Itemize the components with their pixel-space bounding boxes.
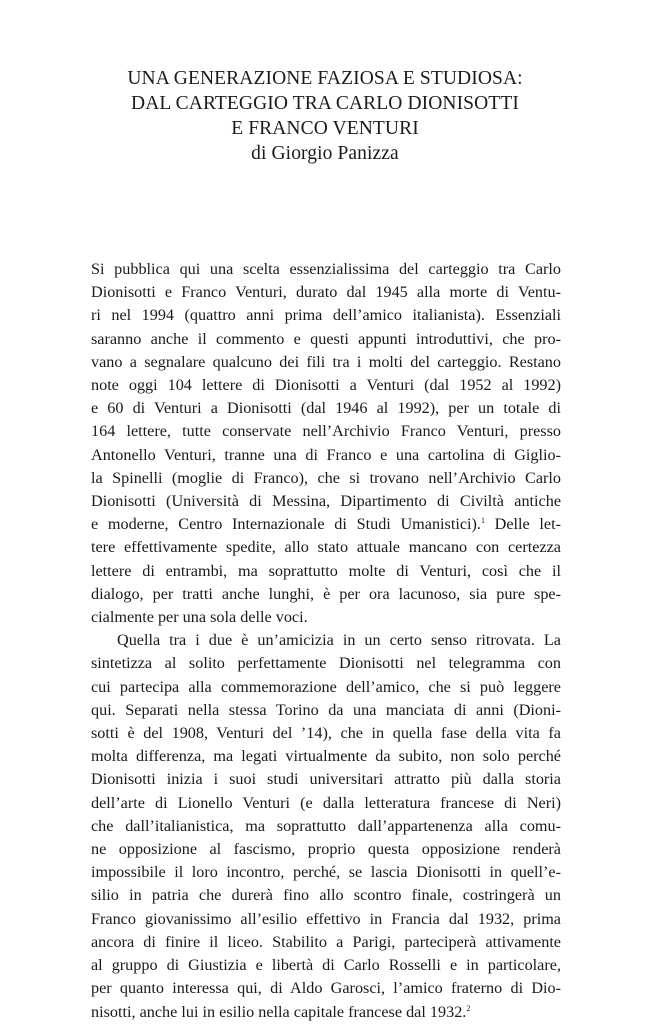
text-line: silio in patria che durerà fino allo scontro finale, costringerà un <box>91 886 561 905</box>
text-line: per quanto interessa qui, di Aldo Garosci, l’amico fraterno di Dio- <box>91 979 561 998</box>
text-line: sintetizza al solito perfettamente Dionisotti nel telegramma con <box>91 654 561 673</box>
title-line: DAL CARTEGGIO TRA CARLO DIONISOTTI <box>131 93 519 114</box>
text-line: note oggi 104 lettere di Dionisotti a Venturi (dal 1952 al 1992) <box>91 376 561 395</box>
text-line: e 60 di Venturi a Dionisotti (dal 1946 al 1992), per un totale di <box>91 399 561 418</box>
text-line: ri nel 1994 (quattro anni prima dell’amico italianista). Essenziali <box>91 306 561 325</box>
paragraph-2 <box>91 629 561 1023</box>
body-text <box>91 258 561 1024</box>
text-line: che dall’italianistica, ma soprattutto dall’appartenenza alla comu- <box>91 816 561 835</box>
text-line: dell’arte di Lionello Venturi (e dalla letteratura francese di Neri) <box>91 793 561 812</box>
text-line: 164 lettere, tutte conservate nell’Archivio Franco Venturi, presso <box>91 422 561 441</box>
footnote-marker-2[interactable]: 2 <box>466 1003 471 1013</box>
title-line: UNA GENERAZIONE FAZIOSA E STUDIOSA: <box>127 68 523 89</box>
text-line: dialogo, per tratti anche lunghi, è per ora lacunoso, sia pure spe- <box>91 584 561 603</box>
text-line: impossibile il loro incontro, perché, se lascia Dionisotti in quell’e- <box>91 863 561 882</box>
footnote-marker-1[interactable]: 1 <box>480 516 485 526</box>
text-line: Dionisotti inizia i suoi studi universitari attratto più dalla storia <box>91 770 561 789</box>
text-line: sotti è del 1908, Venturi del ’14), che in quella fase della vita fa <box>91 724 561 743</box>
author-byline: di Giorgio Panizza <box>251 143 399 164</box>
text-line: tere effettivamente spedite, allo stato attuale mancano con certezza <box>91 538 561 557</box>
text-line-start: e moderne, Centro Internazionale di Studi Umanistici). <box>91 515 481 534</box>
text-line: la Spinelli (moglie di Franco), che si trovano nell’Archivio Carlo <box>91 468 561 487</box>
text-line: Franco giovanissimo all’esilio effettivo in Francia dal 1932, prima <box>91 909 561 928</box>
text-line: Quella tra i due è un’amicizia in un certo senso ritrovata. La <box>117 631 561 650</box>
text-line: al gruppo di Giustizia e libertà di Carlo Rosselli e in particolare, <box>91 956 561 975</box>
title-line: E FRANCO VENTURI <box>231 118 419 139</box>
text-line: Antonello Venturi, tranne una di Franco e una cartolina di Giglio- <box>91 445 561 464</box>
text-line: qui. Separati nella stessa Torino da una manciata di anni (Dioni- <box>91 700 561 719</box>
text-line: ancora di finire il liceo. Stabilito a Parigi, parteciperà attivamente <box>91 932 561 951</box>
text-line: Si pubblica qui una scelta essenzialissima del carteggio tra Carlo <box>91 260 561 278</box>
text-line-start: nisotti, anche lui in esilio nella capitale francese dal 1932. <box>91 1002 467 1021</box>
text-line-end: Delle let- <box>484 515 561 534</box>
text-line-with-footnote <box>91 1001 561 1024</box>
text-line: Dionisotti (Università di Messina, Dipartimento di Civiltà antiche <box>91 492 561 511</box>
text-line: cui partecipa alla commemorazione dell’amico, che si può leggere <box>91 677 561 696</box>
text-line: lettere di entrambi, ma soprattutto molte di Venturi, così che il <box>91 561 561 580</box>
chapter-heading <box>0 66 650 166</box>
paragraph-1 <box>91 258 561 629</box>
text-line-with-footnote <box>91 513 561 536</box>
text-line: ne opposizione al fascismo, proprio questa opposizione renderà <box>91 840 561 859</box>
text-line: cialmente per una sola delle voci. <box>91 608 308 627</box>
text-line: vano a segnalare qualcuno dei fili tra i molti del carteggio. Restano <box>91 352 561 371</box>
text-line: molta differenza, ma legati virtualmente da subito, non solo perché <box>91 747 561 766</box>
text-line: Dionisotti e Franco Venturi, durato dal 1945 alla morte di Ventu- <box>91 283 561 302</box>
text-line: saranno anche il commento e questi appunti introduttivi, che pro- <box>91 329 561 348</box>
